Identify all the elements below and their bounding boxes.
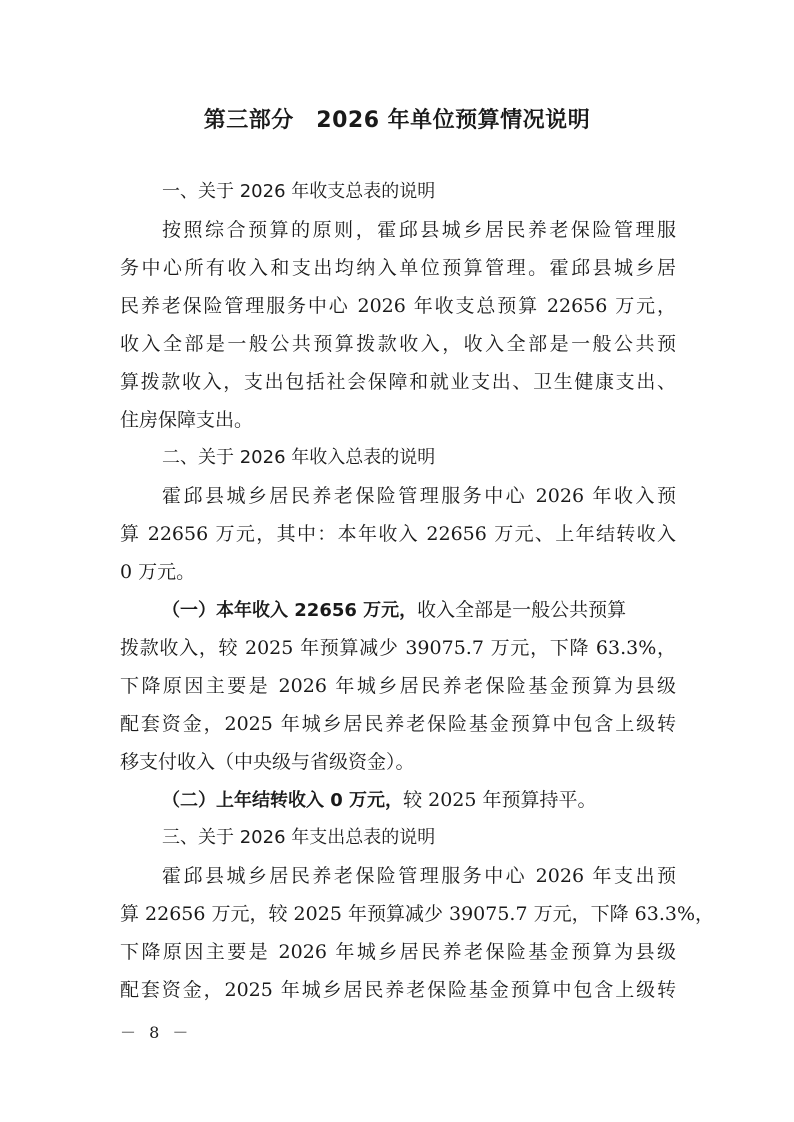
- paragraph-line: 0 万元。: [120, 561, 196, 583]
- paragraph-line: 收入全部是一般公共预算拨款收入，收入全部是一般公共预: [120, 333, 676, 355]
- paragraph-line: 配套资金，2025 年城乡居民养老保险基金预算中包含上级转: [120, 713, 676, 735]
- subheading-carryover-income: （二）上年结转收入 0 万元，: [162, 790, 404, 811]
- paragraph-line: 配套资金，2025 年城乡居民养老保险基金预算中包含上级转: [120, 979, 676, 1001]
- paragraph-line-mixed: [162, 788, 676, 813]
- paragraph-text: 收入全部是一般公共预算: [417, 599, 627, 621]
- paragraph-line-mixed: [162, 598, 676, 623]
- page-number: － 8 －: [120, 1023, 193, 1042]
- page-title: 第三部分 2026 年单位预算情况说明: [203, 108, 591, 133]
- paragraph-line: 下降原因主要是 2026 年城乡居民养老保险基金预算为县级: [120, 675, 676, 697]
- paragraph-line: 下降原因主要是 2026 年城乡居民养老保险基金预算为县级: [120, 941, 676, 963]
- section-heading-2: 二、关于 2026 年收入总表的说明: [162, 447, 436, 468]
- paragraph-line: 霍邱县城乡居民养老保险管理服务中心 2026 年支出预: [162, 865, 676, 887]
- paragraph-line: 民养老保险管理服务中心 2026 年收支总预算 22656 万元，: [120, 295, 676, 317]
- paragraph-line: 算 22656 万元，较 2025 年预算减少 39075.7 万元，下降 63.3%，: [120, 903, 715, 925]
- paragraph-line: 算拨款收入，支出包括社会保障和就业支出、卫生健康支出、: [120, 371, 676, 393]
- paragraph-line: 按照综合预算的原则，霍邱县城乡居民养老保险管理服: [162, 219, 676, 241]
- section-heading-1: 一、关于 2026 年收支总表的说明: [162, 181, 436, 202]
- paragraph-line: 移支付收入（中央级与省级资金）。: [120, 751, 415, 773]
- subheading-current-income: （一）本年收入 22656 万元，: [162, 600, 418, 621]
- paragraph-line: 住房保障支出。: [120, 409, 254, 431]
- paragraph-line: 拨款收入，较 2025 年预算减少 39075.7 万元，下降 63.3%，: [120, 637, 676, 659]
- paragraph-text: 较 2025 年预算持平。: [403, 789, 597, 811]
- section-heading-3: 三、关于 2026 年支出总表的说明: [162, 827, 436, 848]
- paragraph-line: 算 22656 万元，其中：本年收入 22656 万元、上年结转收入: [120, 523, 676, 545]
- paragraph-line: 务中心所有收入和支出均纳入单位预算管理。霍邱县城乡居: [120, 257, 676, 279]
- paragraph-line: 霍邱县城乡居民养老保险管理服务中心 2026 年收入预: [162, 485, 676, 507]
